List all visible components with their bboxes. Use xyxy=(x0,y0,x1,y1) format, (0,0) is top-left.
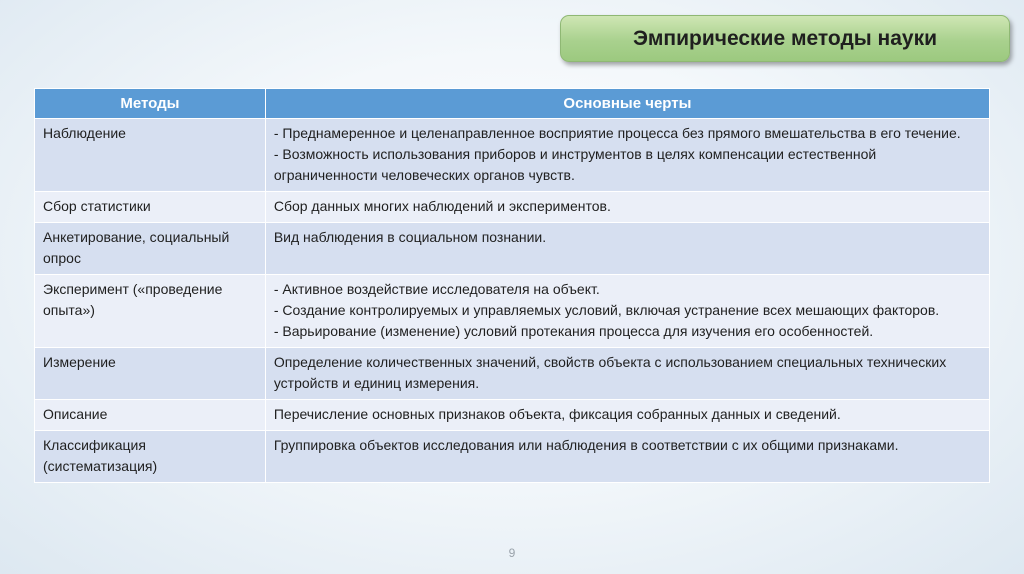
table-row xyxy=(35,192,990,223)
slide-title: Эмпирические методы науки xyxy=(632,26,938,50)
features-cell xyxy=(265,400,989,431)
page-number: 9 xyxy=(508,546,516,560)
features-cell xyxy=(265,348,989,400)
method-cell: Сбор статистики xyxy=(35,192,266,223)
method-cell: Измерение xyxy=(35,348,266,400)
slide-title-box xyxy=(560,15,1010,62)
feature-line: - Возможность использования приборов и инструментов в целях компенсации естественной ограниченности человеческих органов чувств. xyxy=(273,146,877,183)
features-cell xyxy=(265,275,989,348)
method-cell: Анкетирование, социальный опрос xyxy=(35,223,266,275)
header-methods: Методы xyxy=(35,89,266,119)
method-cell: Наблюдение xyxy=(35,119,266,192)
table-header-row xyxy=(35,89,990,119)
table-row xyxy=(35,119,990,192)
table-row xyxy=(35,223,990,275)
features-cell xyxy=(265,119,989,192)
features-cell xyxy=(265,223,989,275)
table-row xyxy=(35,275,990,348)
feature-line: - Создание контролируемых и управляемых условий, включая устранение всех мешающих факторов. xyxy=(273,302,940,318)
method-cell: Описание xyxy=(35,400,266,431)
header-features: Основные черты xyxy=(265,89,989,119)
feature-line: Группировка объектов исследования или наблюдения в соответствии с их общими признаками. xyxy=(273,437,899,453)
features-cell xyxy=(265,431,989,483)
table-row xyxy=(35,431,990,483)
method-cell: Эксперимент («проведение опыта») xyxy=(35,275,266,348)
features-cell xyxy=(265,192,989,223)
feature-line: - Варьирование (изменение) условий протекания процесса для изучения его особенностей. xyxy=(273,323,874,339)
feature-line: Сбор данных многих наблюдений и экспериментов. xyxy=(273,198,611,214)
feature-line: - Активное воздействие исследователя на объект. xyxy=(273,281,600,297)
feature-line: - Преднамеренное и целенаправленное восприятие процесса без прямого вмешательства в его течение. xyxy=(273,125,961,141)
feature-line: Перечисление основных признаков объекта, фиксация собранных данных и сведений. xyxy=(273,406,841,422)
table-row xyxy=(35,348,990,400)
feature-line: Вид наблюдения в социальном познании. xyxy=(273,229,547,245)
method-cell: Классификация (систематизация) xyxy=(35,431,266,483)
feature-line: Определение количественных значений, свойств объекта с использованием специальных технических устройств и единиц измерения. xyxy=(273,354,947,391)
methods-table xyxy=(34,88,990,483)
table-row xyxy=(35,400,990,431)
